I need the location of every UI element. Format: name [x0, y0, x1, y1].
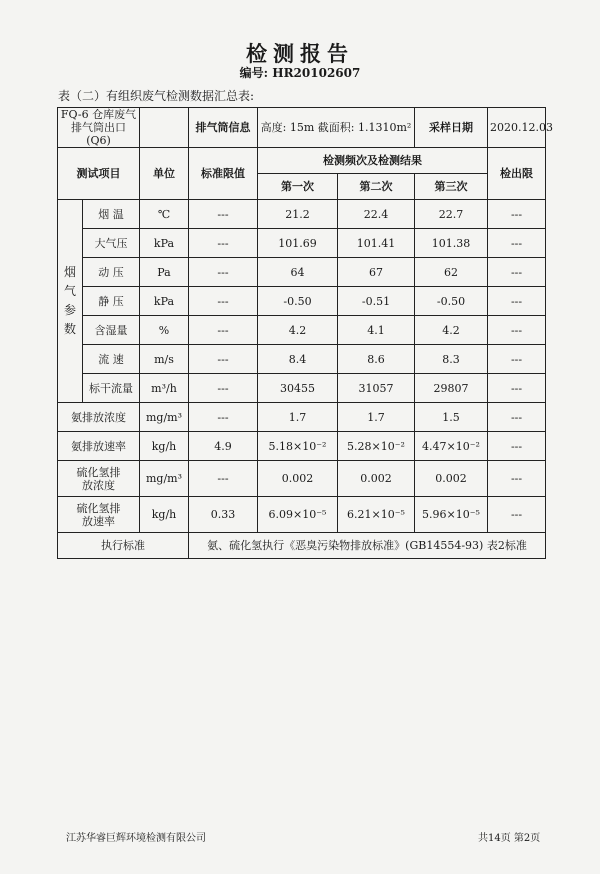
table-row [58, 258, 546, 287]
info-row [58, 108, 546, 148]
stack-info-value: 高度: 15m 截面积: 1.1310m² [258, 108, 415, 148]
row-limit: --- [189, 229, 258, 258]
row-result-3: 22.7 [415, 200, 488, 229]
source-name: FQ-6 仓库废气排气筒出口(Q6) [58, 108, 140, 148]
row-result-2: 22.4 [338, 200, 415, 229]
row-result-3: 4.2 [415, 316, 488, 345]
table-row [58, 461, 546, 497]
row-limit: --- [189, 287, 258, 316]
table-row [58, 200, 546, 229]
header-detection-limit: 检出限 [488, 148, 546, 200]
row-detection-limit: --- [488, 258, 546, 287]
table-row [58, 497, 546, 533]
standard-value: 氨、硫化氢执行《恶臭污染物排放标准》(GB14554-93) 表2标准 [189, 533, 546, 559]
row-limit: --- [189, 200, 258, 229]
table-caption: 表（二）有组织废气检测数据汇总表: [58, 89, 255, 103]
row-result-2: 5.28×10⁻² [338, 432, 415, 461]
row-item: 烟 温 [83, 200, 140, 229]
row-item: 氨排放浓度 [58, 403, 140, 432]
row-unit: m/s [140, 345, 189, 374]
row-result-2: 67 [338, 258, 415, 287]
row-result-1: 0.002 [258, 461, 338, 497]
row-result-2: -0.51 [338, 287, 415, 316]
row-item: 流 速 [83, 345, 140, 374]
row-detection-limit: --- [488, 229, 546, 258]
header-second: 第二次 [338, 174, 415, 200]
table-row [58, 287, 546, 316]
row-detection-limit: --- [488, 461, 546, 497]
row-detection-limit: --- [488, 374, 546, 403]
row-result-1: 8.4 [258, 345, 338, 374]
standard-label: 执行标准 [58, 533, 189, 559]
sampling-date-label: 采样日期 [415, 108, 488, 148]
header-item: 测试项目 [58, 148, 140, 200]
row-result-1: 5.18×10⁻² [258, 432, 338, 461]
row-limit: --- [189, 374, 258, 403]
row-limit: 0.33 [189, 497, 258, 533]
row-result-3: 1.5 [415, 403, 488, 432]
row-result-3: 5.96×10⁻⁵ [415, 497, 488, 533]
row-result-2: 101.41 [338, 229, 415, 258]
table-row [58, 316, 546, 345]
header-unit: 单位 [140, 148, 189, 200]
row-result-1: 21.2 [258, 200, 338, 229]
header-third: 第三次 [415, 174, 488, 200]
row-result-3: 29807 [415, 374, 488, 403]
table-row [58, 374, 546, 403]
row-result-2: 4.1 [338, 316, 415, 345]
table-row [58, 403, 546, 432]
row-result-1: 101.69 [258, 229, 338, 258]
row-result-3: -0.50 [415, 287, 488, 316]
row-detection-limit: --- [488, 432, 546, 461]
row-result-1: -0.50 [258, 287, 338, 316]
row-unit: % [140, 316, 189, 345]
footer-company: 江苏华睿巨辉环境检测有限公司 [66, 833, 206, 844]
row-result-1: 30455 [258, 374, 338, 403]
row-result-1: 4.2 [258, 316, 338, 345]
unit-spacer [140, 108, 189, 148]
stack-info-label: 排气筒信息 [189, 108, 258, 148]
row-unit: Pa [140, 258, 189, 287]
row-unit: mg/m³ [140, 461, 189, 497]
row-unit: kg/h [140, 497, 189, 533]
row-limit: --- [189, 258, 258, 287]
row-limit: --- [189, 403, 258, 432]
row-result-3: 4.47×10⁻² [415, 432, 488, 461]
row-result-3: 101.38 [415, 229, 488, 258]
row-detection-limit: --- [488, 316, 546, 345]
report-number: 编号: HR20102607 [239, 66, 361, 80]
row-item: 静 压 [83, 287, 140, 316]
table-row [58, 345, 546, 374]
row-unit: kg/h [140, 432, 189, 461]
exhaust-gas-data-table [57, 107, 553, 559]
row-item: 硫化氢排放速率 [58, 497, 140, 533]
row-result-3: 62 [415, 258, 488, 287]
row-result-3: 8.3 [415, 345, 488, 374]
header-row-1 [58, 148, 546, 174]
row-detection-limit: --- [488, 497, 546, 533]
header-results-group: 检测频次及检测结果 [258, 148, 488, 174]
report-title: 检测报告 [246, 41, 354, 66]
standard-row [58, 533, 546, 559]
row-unit: kPa [140, 287, 189, 316]
row-item: 动 压 [83, 258, 140, 287]
row-result-2: 31057 [338, 374, 415, 403]
row-item: 氨排放速率 [58, 432, 140, 461]
row-unit: ℃ [140, 200, 189, 229]
sampling-date-value: 2020.12.03 [488, 108, 546, 148]
row-item: 含湿量 [83, 316, 140, 345]
header-first: 第一次 [258, 174, 338, 200]
row-limit: 4.9 [189, 432, 258, 461]
row-result-2: 0.002 [338, 461, 415, 497]
row-item: 硫化氢排放浓度 [58, 461, 140, 497]
row-unit: mg/m³ [140, 403, 189, 432]
row-result-3: 0.002 [415, 461, 488, 497]
row-detection-limit: --- [488, 345, 546, 374]
row-unit: m³/h [140, 374, 189, 403]
row-detection-limit: --- [488, 200, 546, 229]
flue-gas-group-label: 烟 气 参 数 [58, 200, 83, 403]
row-limit: --- [189, 316, 258, 345]
row-item: 标干流量 [83, 374, 140, 403]
row-item: 大气压 [83, 229, 140, 258]
table-row [58, 432, 546, 461]
header-limit: 标准限值 [189, 148, 258, 200]
row-result-1: 64 [258, 258, 338, 287]
row-limit: --- [189, 461, 258, 497]
row-unit: kPa [140, 229, 189, 258]
row-result-2: 6.21×10⁻⁵ [338, 497, 415, 533]
row-result-2: 8.6 [338, 345, 415, 374]
row-result-1: 6.09×10⁻⁵ [258, 497, 338, 533]
row-result-2: 1.7 [338, 403, 415, 432]
row-result-1: 1.7 [258, 403, 338, 432]
row-detection-limit: --- [488, 403, 546, 432]
row-detection-limit: --- [488, 287, 546, 316]
footer-page: 共14页 第2页 [478, 833, 541, 844]
table-row [58, 229, 546, 258]
row-limit: --- [189, 345, 258, 374]
